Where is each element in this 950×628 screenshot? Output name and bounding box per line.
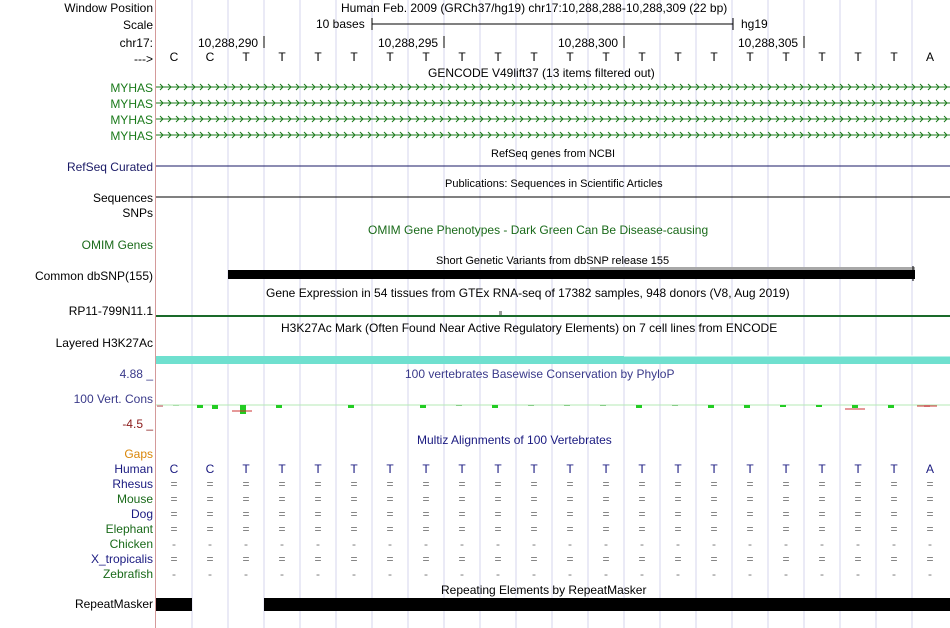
multiz-human-base: T (854, 462, 862, 476)
dbsnp-track-label[interactable]: Common dbSNP(155) (34, 269, 153, 283)
multiz-alignment-cell: = (314, 477, 322, 491)
multiz-alignment-cell: - (496, 567, 500, 581)
multiz-alignment-cell: = (638, 522, 646, 536)
gencode-item-label[interactable]: MYHAS (110, 129, 153, 143)
multiz-alignment-cell: - (532, 567, 536, 581)
multiz-alignment-cell: - (208, 567, 212, 581)
phylop-bar (420, 405, 426, 408)
multiz-alignment-cell: = (278, 522, 286, 536)
multiz-alignment-cell: = (710, 522, 718, 536)
multiz-alignment-cell: - (208, 537, 212, 551)
multiz-species-label[interactable]: Dog (130, 507, 153, 521)
publications-track-label[interactable]: Sequences (92, 191, 153, 205)
multiz-alignment-cell: = (890, 477, 898, 491)
multiz-alignment-cell: = (458, 552, 466, 566)
multiz-alignment-cell: = (674, 552, 682, 566)
sequence-base: T (818, 50, 826, 64)
multiz-alignment-cell: = (170, 552, 178, 566)
omim-track-title: OMIM Gene Phenotypes - Dark Green Can Be Disease-causing (368, 223, 709, 237)
snps-group-label: SNPs (122, 206, 153, 220)
multiz-alignment-cell: = (818, 522, 826, 536)
multiz-alignment-cell: = (530, 552, 538, 566)
multiz-alignment-cell: = (674, 522, 682, 536)
multiz-human-base: T (710, 462, 718, 476)
multiz-alignment-cell: - (892, 567, 896, 581)
multiz-human-base: T (746, 462, 754, 476)
multiz-alignment-cell: = (530, 477, 538, 491)
scale-label: Scale (122, 18, 153, 32)
multiz-alignment-cell: = (782, 477, 790, 491)
multiz-alignment-cell: - (460, 537, 464, 551)
multiz-alignment-cell: = (746, 492, 754, 506)
multiz-human-base: C (205, 462, 215, 476)
phylop-bar (780, 405, 786, 407)
multiz-alignment-cell: = (926, 552, 934, 566)
multiz-alignment-cell: - (712, 537, 716, 551)
multiz-species-label[interactable]: Elephant (105, 522, 153, 536)
multiz-alignment-cell: = (350, 507, 358, 521)
phylop-min-label: -4.5 _ (122, 417, 153, 431)
h3k27ac-signal (156, 356, 950, 364)
multiz-alignment-cell: = (890, 507, 898, 521)
multiz-alignment-cell: = (890, 522, 898, 536)
multiz-alignment-cell: = (278, 552, 286, 566)
multiz-human-base: T (278, 462, 286, 476)
multiz-alignment-cell: = (854, 522, 862, 536)
multiz-alignment-cell: = (926, 492, 934, 506)
publications-track-title: Publications: Sequences in Scientific Articles (445, 178, 663, 190)
multiz-alignment-cell: = (278, 477, 286, 491)
phylop-bar (456, 405, 462, 406)
multiz-alignment-cell: - (280, 567, 284, 581)
multiz-alignment-cell: - (244, 567, 248, 581)
multiz-alignment-cell: = (530, 492, 538, 506)
phylop-bar (564, 405, 570, 406)
multiz-alignment-cell: - (856, 537, 860, 551)
multiz-alignment-cell: = (494, 492, 502, 506)
sequence-base: T (854, 50, 862, 64)
multiz-human-base: T (350, 462, 358, 476)
multiz-alignment-cell: = (458, 507, 466, 521)
multiz-alignment-cell: = (854, 492, 862, 506)
gencode-item-label[interactable]: MYHAS (110, 113, 153, 127)
multiz-alignment-cell: = (566, 492, 574, 506)
gtex-track-title: Gene Expression in 54 tissues from GTEx RNA-seq of 17382 samples, 948 donors (V8, Aug 2019) (266, 286, 790, 300)
multiz-alignment-cell: = (638, 477, 646, 491)
sequence-base: T (494, 50, 502, 64)
multiz-human-base: T (314, 462, 322, 476)
multiz-alignment-cell: = (782, 522, 790, 536)
multiz-alignment-cell: = (170, 477, 178, 491)
strand-label: ---> (134, 52, 153, 66)
multiz-alignment-cell: = (494, 507, 502, 521)
sequence-base: T (278, 50, 286, 64)
multiz-alignment-cell: = (746, 522, 754, 536)
multiz-alignment-cell: = (854, 507, 862, 521)
multiz-alignment-cell: = (458, 477, 466, 491)
multiz-alignment-cell: = (674, 507, 682, 521)
multiz-alignment-cell: = (782, 492, 790, 506)
multiz-alignment-cell: = (674, 492, 682, 506)
multiz-alignment-cell: = (206, 552, 214, 566)
multiz-alignment-cell: = (278, 507, 286, 521)
multiz-human-base: T (890, 462, 898, 476)
ruler-position-4: 10,288,305 (738, 36, 799, 50)
multiz-human-base: T (386, 462, 394, 476)
sequence-base: T (566, 50, 574, 64)
multiz-alignment-cell: = (170, 492, 178, 506)
multiz-alignment-cell: - (640, 567, 644, 581)
multiz-human-base: T (674, 462, 682, 476)
multiz-alignment-cell: - (388, 537, 392, 551)
sequence-base: C (169, 50, 179, 64)
sequence-base: T (890, 50, 898, 64)
sequence-base: T (350, 50, 358, 64)
multiz-alignment-cell: - (424, 537, 428, 551)
multiz-alignment-cell: = (242, 477, 250, 491)
multiz-human-base: T (638, 462, 646, 476)
multiz-alignment-cell: - (640, 537, 644, 551)
sequence-base: T (638, 50, 646, 64)
multiz-alignment-cell: = (350, 477, 358, 491)
chrom-label: chr17: (119, 36, 153, 50)
phylop-bar (173, 405, 179, 406)
multiz-human-base: T (782, 462, 790, 476)
sequence-base: T (422, 50, 430, 64)
multiz-alignment-cell: = (242, 522, 250, 536)
multiz-alignment-cell: = (854, 552, 862, 566)
multiz-alignment-cell: - (568, 567, 572, 581)
multiz-alignment-cell: = (566, 522, 574, 536)
multiz-alignment-cell: - (604, 567, 608, 581)
multiz-alignment-cell: - (496, 537, 500, 551)
sequence-base: T (674, 50, 682, 64)
multiz-alignment-cell: - (820, 567, 824, 581)
multiz-alignment-cell: - (928, 567, 932, 581)
multiz-alignment-cell: = (422, 522, 430, 536)
h3k27ac-track-title: H3K27Ac Mark (Often Found Near Active Regulatory Elements) on 7 cell lines from ENCODE (281, 321, 778, 335)
multiz-alignment-cell: = (926, 522, 934, 536)
multiz-alignment-cell: = (818, 477, 826, 491)
multiz-alignment-cell: = (638, 492, 646, 506)
multiz-alignment-cell: = (602, 552, 610, 566)
refseq-track-label[interactable]: RefSeq Curated (66, 160, 153, 174)
sequence-base: T (602, 50, 610, 64)
multiz-alignment-cell: - (892, 537, 896, 551)
phylop-bar (816, 405, 822, 407)
multiz-species-label[interactable]: Zebrafish (102, 567, 153, 581)
multiz-alignment-cell: = (818, 492, 826, 506)
multiz-alignment-cell: = (674, 477, 682, 491)
multiz-alignment-cell: = (602, 522, 610, 536)
dbsnp-track-title: Short Genetic Variants from dbSNP release 155 (436, 255, 670, 267)
multiz-human-base: C (169, 462, 179, 476)
multiz-alignment-cell: = (386, 522, 394, 536)
multiz-alignment-cell: = (242, 507, 250, 521)
multiz-alignment-cell: = (314, 507, 322, 521)
phylop-track-label[interactable]: 100 Vert. Cons (73, 392, 153, 406)
multiz-alignment-cell: = (926, 507, 934, 521)
omim-track-label[interactable]: OMIM Genes (81, 238, 153, 252)
ruler-position-3: 10,288,300 (558, 36, 619, 50)
multiz-alignment-cell: - (172, 567, 176, 581)
repeatmasker-track-label[interactable]: RepeatMasker (74, 597, 153, 611)
multiz-alignment-cell: = (386, 477, 394, 491)
sequence-base: T (314, 50, 322, 64)
gtex-marker (499, 311, 502, 315)
gencode-item-label[interactable]: MYHAS (110, 97, 153, 111)
sequence-base: T (242, 50, 250, 64)
repeatmasker-block (264, 598, 950, 611)
sequence-base: T (458, 50, 466, 64)
multiz-alignment-cell: = (422, 507, 430, 521)
assembly-position-text: Human Feb. 2009 (GRCh37/hg19) chr17:10,288,288-10,288,309 (22 bp) (341, 1, 728, 15)
multiz-alignment-cell: = (638, 507, 646, 521)
multiz-alignment-cell: - (532, 537, 536, 551)
multiz-human-base: T (422, 462, 430, 476)
multiz-alignment-cell: - (172, 537, 176, 551)
phylop-bar (852, 405, 858, 408)
multiz-alignment-cell: = (206, 492, 214, 506)
multiz-alignment-cell: - (352, 567, 356, 581)
multiz-human-base: T (602, 462, 610, 476)
phylop-bar (240, 405, 246, 414)
multiz-alignment-cell: - (568, 537, 572, 551)
gencode-item-label[interactable]: MYHAS (110, 81, 153, 95)
multiz-alignment-cell: - (280, 537, 284, 551)
sequence-base: T (530, 50, 538, 64)
multiz-alignment-cell: = (746, 507, 754, 521)
sequence-base: T (386, 50, 394, 64)
gtex-track-label[interactable]: RP11-799N11.1 (68, 304, 153, 318)
multiz-alignment-cell: - (928, 537, 932, 551)
multiz-alignment-cell: = (710, 507, 718, 521)
multiz-alignment-cell: = (494, 552, 502, 566)
phylop-bar (888, 405, 894, 408)
multiz-alignment-cell: = (566, 507, 574, 521)
h3k27ac-track-label[interactable]: Layered H3K27Ac (55, 336, 153, 350)
multiz-alignment-cell: - (604, 537, 608, 551)
multiz-alignment-cell: - (712, 567, 716, 581)
multiz-alignment-cell: = (602, 492, 610, 506)
multiz-alignment-cell: = (170, 522, 178, 536)
multiz-alignment-cell: - (316, 537, 320, 551)
phylop-bar (708, 405, 714, 408)
multiz-alignment-cell: - (820, 537, 824, 551)
multiz-species-label[interactable]: X_tropicalis (90, 552, 153, 566)
db-text: hg19 (741, 17, 768, 31)
multiz-alignment-cell: - (676, 537, 680, 551)
phylop-bar (528, 405, 534, 406)
multiz-alignment-cell: = (458, 492, 466, 506)
multiz-species-label[interactable]: Mouse (116, 492, 153, 506)
sequence-base: A (925, 50, 934, 64)
multiz-alignment-cell: = (530, 522, 538, 536)
multiz-track-title: Multiz Alignments of 100 Vertebrates (417, 433, 612, 447)
phylop-bar (157, 405, 163, 407)
multiz-alignment-cell: = (638, 552, 646, 566)
multiz-alignment-cell: = (494, 522, 502, 536)
sequence-base: C (205, 50, 215, 64)
multiz-alignment-cell: = (242, 492, 250, 506)
multiz-alignment-cell: = (746, 552, 754, 566)
multiz-alignment-cell: = (890, 492, 898, 506)
phylop-bar (636, 405, 642, 408)
multiz-alignment-cell: - (352, 537, 356, 551)
window-position-label: Window Position (64, 1, 153, 15)
multiz-alignment-cell: = (350, 552, 358, 566)
multiz-alignment-cell: = (206, 507, 214, 521)
scale-bar-text: 10 bases (316, 17, 365, 31)
multiz-alignment-cell: - (676, 567, 680, 581)
ruler-position-1: 10,288,290 (198, 36, 259, 50)
phylop-bar (600, 405, 606, 406)
multiz-alignment-cell: = (386, 507, 394, 521)
multiz-alignment-cell: = (350, 522, 358, 536)
repeatmasker-block (156, 598, 192, 611)
multiz-alignment-cell: = (494, 477, 502, 491)
multiz-alignment-cell: = (386, 492, 394, 506)
multiz-alignment-cell: - (856, 567, 860, 581)
multiz-alignment-cell: - (424, 567, 428, 581)
multiz-alignment-cell: = (710, 552, 718, 566)
multiz-alignment-cell: = (818, 507, 826, 521)
dbsnp-black-bar (228, 270, 915, 279)
multiz-alignment-cell: = (206, 522, 214, 536)
multiz-human-base: T (458, 462, 466, 476)
multiz-alignment-cell: - (460, 567, 464, 581)
phylop-bar (276, 405, 282, 408)
multiz-alignment-cell: - (388, 567, 392, 581)
multiz-human-base: T (530, 462, 538, 476)
multiz-alignment-cell: - (748, 567, 752, 581)
multiz-human-base: T (494, 462, 502, 476)
multiz-alignment-cell: = (314, 522, 322, 536)
multiz-human-base: T (818, 462, 826, 476)
phylop-bar (348, 405, 354, 408)
phylop-track-title: 100 vertebrates Basewise Conservation by PhyloP (405, 367, 675, 381)
phylop-bar (197, 405, 203, 408)
multiz-alignment-cell: = (602, 477, 610, 491)
multiz-alignment-cell: = (314, 552, 322, 566)
phylop-bar (492, 405, 498, 408)
multiz-human-base: T (566, 462, 574, 476)
multiz-alignment-cell: = (206, 477, 214, 491)
multiz-alignment-cell: - (784, 567, 788, 581)
phylop-bar (672, 405, 678, 406)
multiz-alignment-cell: = (386, 552, 394, 566)
multiz-alignment-cell: = (350, 492, 358, 506)
multiz-alignment-cell: = (818, 552, 826, 566)
multiz-alignment-cell: = (710, 492, 718, 506)
multiz-alignment-cell: = (458, 522, 466, 536)
sequence-base: T (746, 50, 754, 64)
sequence-base: T (710, 50, 718, 64)
ruler-position-2: 10,288,295 (378, 36, 439, 50)
multiz-alignment-cell: = (422, 552, 430, 566)
repeatmasker-track-title: Repeating Elements by RepeatMasker (441, 583, 647, 597)
multiz-alignment-cell: = (782, 552, 790, 566)
multiz-alignment-cell: = (566, 552, 574, 566)
multiz-alignment-cell: = (746, 477, 754, 491)
sequence-base: T (782, 50, 790, 64)
multiz-alignment-cell: = (278, 492, 286, 506)
multiz-alignment-cell: = (422, 477, 430, 491)
multiz-human-base: A (925, 462, 934, 476)
multiz-species-label[interactable]: Rhesus (112, 477, 153, 491)
multiz-alignment-cell: = (854, 477, 862, 491)
multiz-alignment-cell: = (782, 507, 790, 521)
multiz-alignment-cell: = (314, 492, 322, 506)
multiz-alignment-cell: - (316, 567, 320, 581)
multiz-alignment-cell: = (566, 477, 574, 491)
multiz-alignment-cell: = (602, 507, 610, 521)
multiz-species-label[interactable]: Human (114, 462, 153, 476)
phylop-bar (744, 405, 750, 408)
multiz-alignment-cell: - (784, 537, 788, 551)
gencode-track-title: GENCODE V49lift37 (13 items filtered out) (428, 66, 655, 80)
phylop-bar (212, 405, 218, 409)
multiz-alignment-cell: - (748, 537, 752, 551)
multiz-alignment-cell: = (890, 552, 898, 566)
refseq-track-title: RefSeq genes from NCBI (491, 148, 616, 160)
multiz-alignment-cell: - (244, 537, 248, 551)
multiz-alignment-cell: = (242, 552, 250, 566)
multiz-alignment-cell: = (530, 507, 538, 521)
multiz-alignment-cell: = (926, 477, 934, 491)
gtex-expression-line (156, 315, 950, 317)
multiz-alignment-cell: = (170, 507, 178, 521)
multiz-alignment-cell: = (710, 477, 718, 491)
gaps-label: Gaps (124, 447, 153, 461)
multiz-alignment-cell: = (422, 492, 430, 506)
phylop-max-label: 4.88 _ (119, 367, 153, 381)
multiz-human-base: T (242, 462, 250, 476)
multiz-species-label[interactable]: Chicken (109, 537, 153, 551)
